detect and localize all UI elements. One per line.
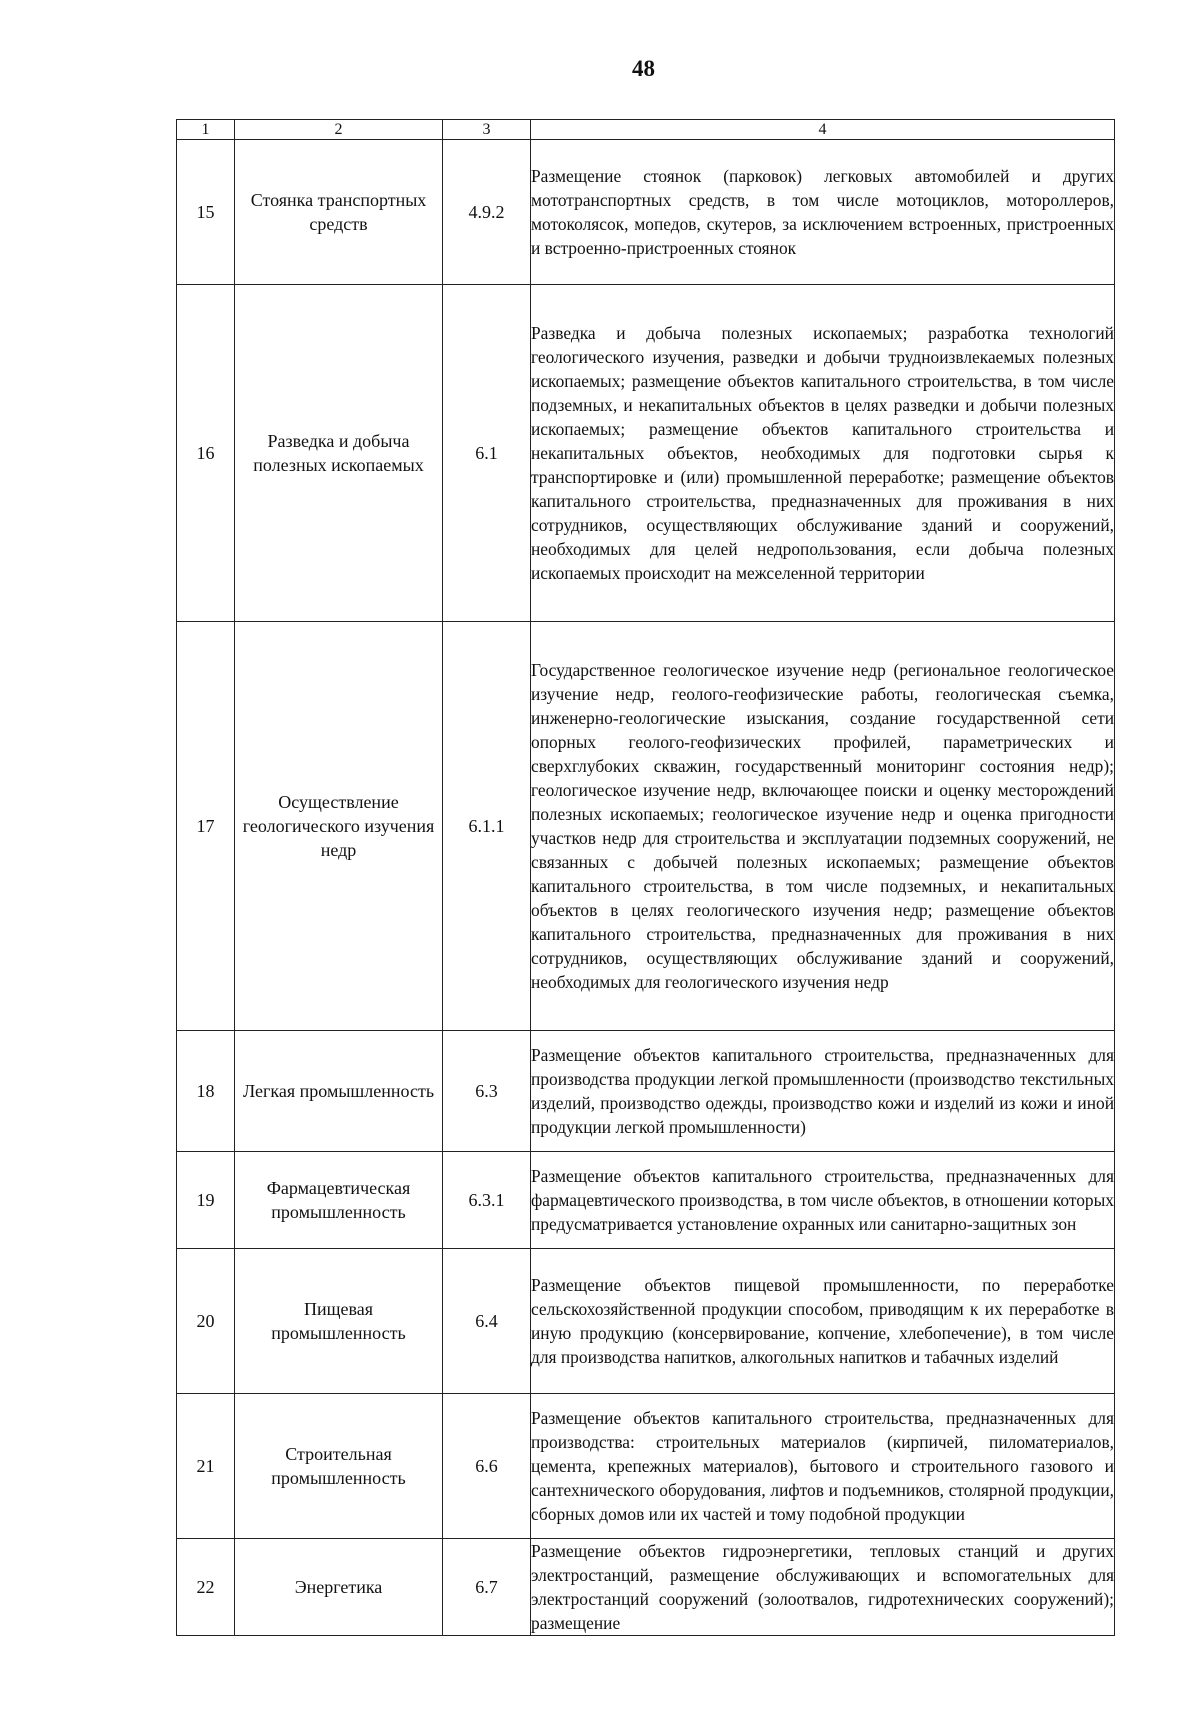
header-col-1: 1: [177, 120, 235, 140]
row-number: 18: [177, 1031, 235, 1152]
use-type-code: 6.4: [443, 1249, 531, 1394]
table-row: [177, 140, 1115, 285]
table-header-row: [177, 120, 1115, 140]
table-row: [177, 1539, 1115, 1636]
use-type-description: Размещение объектов пищевой промышленности, по переработке сельскохозяйственной продукции способом, приводящим к их переработке в иную продукцию (консервирование, копчение, хлебопечение), в том числе для производства напитков, алкогольных напитков и табачных изделий: [531, 1249, 1115, 1394]
use-type-name: Осуществление геологического изучения недр: [235, 622, 443, 1031]
land-use-table: [176, 119, 1115, 1636]
table-row: [177, 1249, 1115, 1394]
row-number: 19: [177, 1152, 235, 1249]
use-type-name: Строительная промышленность: [235, 1394, 443, 1539]
use-type-code: 4.9.2: [443, 140, 531, 285]
use-type-name: Разведка и добыча полезных ископаемых: [235, 285, 443, 622]
header-col-2: 2: [235, 120, 443, 140]
use-type-code: 6.3.1: [443, 1152, 531, 1249]
use-type-description: Размещение объектов капитального строительства, предназначенных для фармацевтического производства, в том числе объектов, в отношении которых предусматривается установление охранных или санитарно-защитных зон: [531, 1152, 1115, 1249]
table-row: [177, 622, 1115, 1031]
row-number: 22: [177, 1539, 235, 1636]
use-type-name: Пищевая промышленность: [235, 1249, 443, 1394]
row-number: 21: [177, 1394, 235, 1539]
use-type-name: Легкая промышленность: [235, 1031, 443, 1152]
table-row: [177, 1152, 1115, 1249]
header-col-3: 3: [443, 120, 531, 140]
use-type-description: Государственное геологическое изучение недр (региональное геологическое изучение недр, геолого-геофизические работы, геологическая съемка, инженерно-геологические изыскания, создание государственной сети опорных геолого-геофизических профилей, параметрических и сверхглубоких скважин, государственный мониторинг состояния недр); геологическое изучение недр, включающее поиски и оценку месторождений полезных ископаемых; геологическое изучение недр и оценка пригодности участков недр для строительства и эксплуатации подземных сооружений, не связанных с добычей полезных ископаемых; размещение объектов капитального строительства, в том числе подземных, и некапитальных объектов в целях геологического изучения недр; размещение объектов капитального строительства, предназначенных для проживания в них сотрудников, осуществляющих обслуживание зданий и сооружений, необходимых для геологического изучения недр: [531, 622, 1115, 1031]
use-type-code: 6.1.1: [443, 622, 531, 1031]
use-type-code: 6.3: [443, 1031, 531, 1152]
use-type-name: Стоянка транспортных средств: [235, 140, 443, 285]
table-row: [177, 1394, 1115, 1539]
use-type-description: Размещение стоянок (парковок) легковых автомобилей и других мототранспортных средств, в том числе мотоциклов, мотороллеров, мотоколясок, мопедов, скутеров, за исключением встроенных, пристроенных и встроенно-пристроенных стоянок: [531, 140, 1115, 285]
use-type-description: Размещение объектов гидроэнергетики, тепловых станций и других электростанций, размещение обслуживающих и вспомогательных для электростанций сооружений (золоотвалов, гидротехнических сооружений); размещение: [531, 1539, 1115, 1636]
use-type-name: Фармацевтическая промышленность: [235, 1152, 443, 1249]
use-type-description: Размещение объектов капитального строительства, предназначенных для производства: строительных материалов (кирпичей, пиломатериалов, цемента, крепежных материалов), бытового и строительного газового и сантехнического оборудования, лифтов и подъемников, столярной продукции, сборных домов или их частей и тому подобной продукции: [531, 1394, 1115, 1539]
row-number: 20: [177, 1249, 235, 1394]
use-type-description: Размещение объектов капитального строительства, предназначенных для производства продукции легкой промышленности (производство текстильных изделий, производство одежды, производство кожи и изделий из кожи и иной продукции легкой промышленности): [531, 1031, 1115, 1152]
page-number: 48: [632, 56, 655, 81]
use-type-name: Энергетика: [235, 1539, 443, 1636]
table-row: [177, 1031, 1115, 1152]
use-type-description: Разведка и добыча полезных ископаемых; разработка технологий геологического изучения, разведки и добычи трудноизвлекаемых полезных ископаемых; размещение объектов капитального строительства, в том числе подземных, и некапитальных объектов в целях разведки и добычи полезных ископаемых; размещение объектов капитального строительства и некапитальных объектов, необходимых для подготовки сырья к транспортировке и (или) промышленной переработке; размещение объектов капитального строительства, предназначенных для проживания в них сотрудников, осуществляющих обслуживание зданий и сооружений, необходимых для целей недропользования, если добыча полезных ископаемых происходит на межселенной территории: [531, 285, 1115, 622]
table-row: [177, 285, 1115, 622]
use-type-code: 6.6: [443, 1394, 531, 1539]
use-type-code: 6.7: [443, 1539, 531, 1636]
use-type-code: 6.1: [443, 285, 531, 622]
row-number: 17: [177, 622, 235, 1031]
row-number: 16: [177, 285, 235, 622]
row-number: 15: [177, 140, 235, 285]
header-col-4: 4: [531, 120, 1115, 140]
